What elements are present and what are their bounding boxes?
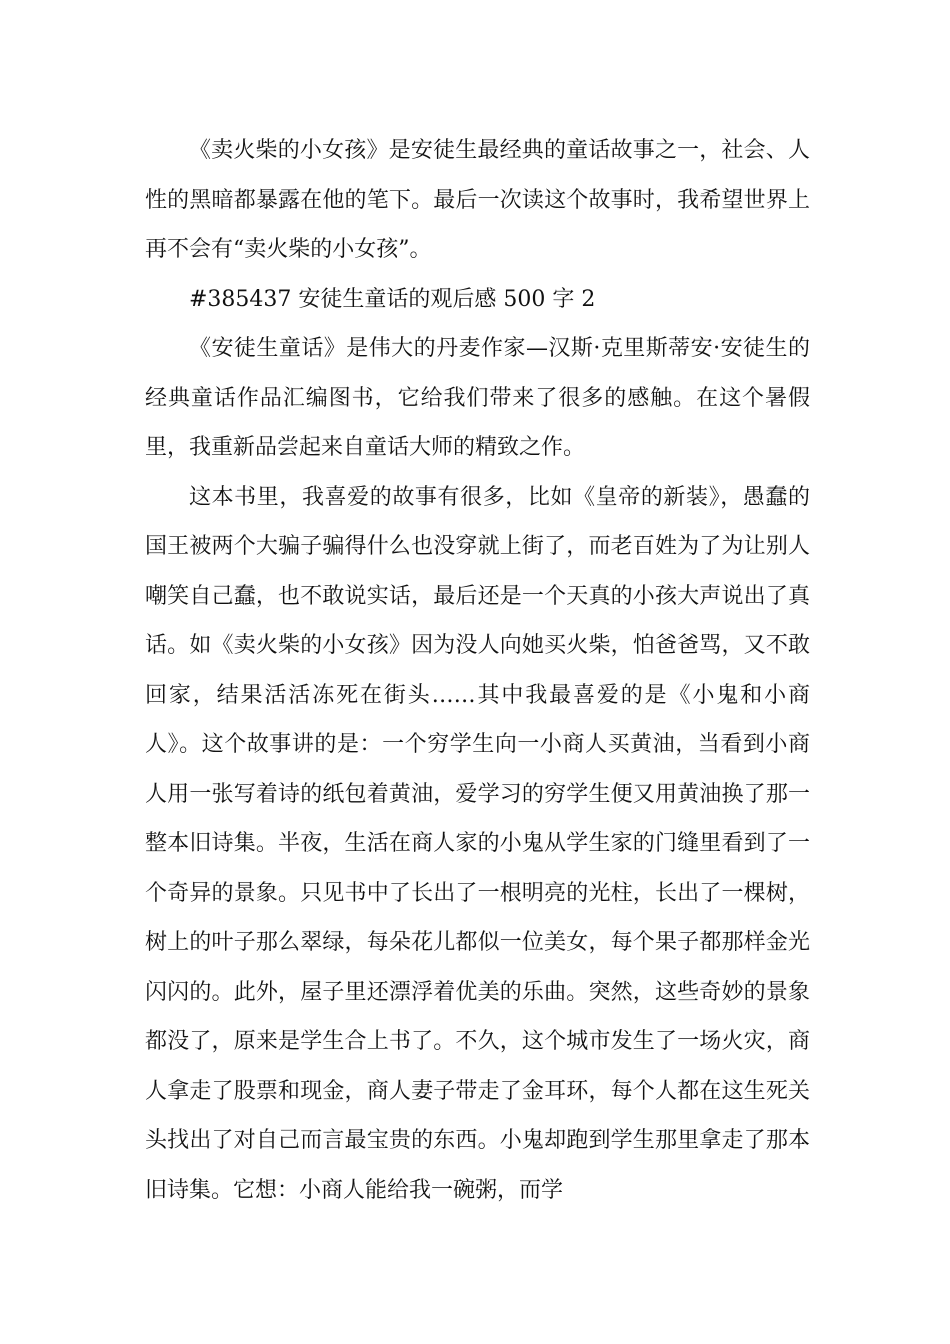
paragraph-book-intro: 《安徒生童话》是伟大的丹麦作家—汉斯·克里斯蒂安·安徒生的经典童话作品汇编图书，它给我们带来了很多的感触。在这个暑假里，我重新品尝起来自童话大师的精致之作。 <box>145 336 810 460</box>
section-heading: #385437 安徒生童话的观后感 500 字 2 <box>189 286 596 312</box>
paragraph-intro: 《卖火柴的小女孩》是安徒生最经典的童话故事之一，社会、人性的黑暗都暴露在他的笔下。最后一次读这个故事时，我希望世界上再不会有“卖火柴的小女孩”。 <box>145 138 810 262</box>
document-body <box>145 126 810 1215</box>
paragraph-stories: 这本书里，我喜爱的故事有很多，比如《皇帝的新装》，愚蠢的国王被两个大骗子骗得什么也没穿就上街了，而老百姓为了为让别人嘲笑自己蠢，也不敢说实话，最后还是一个天真的小孩大声说出了真话。如《卖火柴的小女孩》因为没人向她买火柴，怕爸爸骂，又不敢回家，结果活活冻死在街头……其中我最喜爱的是《小鬼和小商人》。这个故事讲的是：一个穷学生向一小商人买黄油，当看到小商人用一张写着诗的纸包着黄油，爱学习的穷学生便又用黄油换了那一整本旧诗集。半夜，生活在商人家的小鬼从学生家的门缝里看到了一个奇异的景象。只见书中了长出了一根明亮的光柱，长出了一棵树，树上的叶子那么翠绿，每朵花儿都似一位美女，每个果子都那样金光闪闪的。此外，屋子里还漂浮着优美的乐曲。突然，这些奇妙的景象都没了，原来是学生合上书了。不久，这个城市发生了一场火灾，商人拿走了股票和现金，商人妻子带走了金耳环，每个人都在这生死关头找出了对自己而言最宝贵的东西。小鬼却跑到学生那里拿走了那本旧诗集。它想：小商人能给我一碗粥，而学 <box>145 484 810 1203</box>
